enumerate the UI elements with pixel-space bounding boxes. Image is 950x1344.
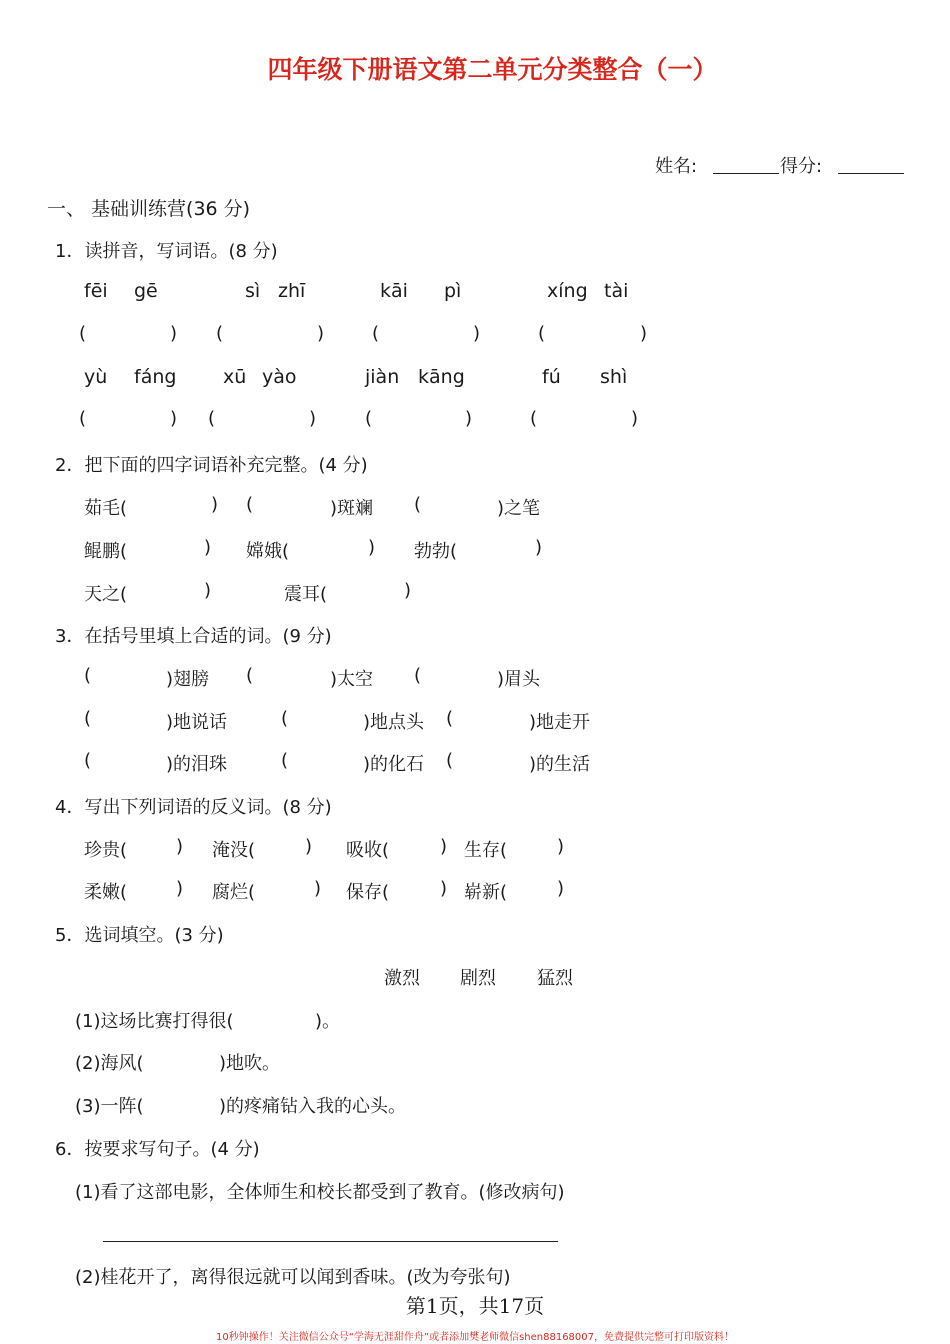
fill-blank-word: )之笔 [497, 498, 541, 519]
word-option: 猛烈 [537, 968, 573, 989]
answer-paren-open[interactable]: ( [79, 323, 87, 344]
antonym-item: ) [557, 878, 565, 899]
question-1-title: 1．读拼音，写词语。(8 分) [55, 241, 278, 262]
fill-blank-word[interactable]: ( [246, 665, 254, 686]
answer-paren-close: ) [170, 408, 178, 429]
name-blank[interactable] [713, 173, 779, 174]
answer-paren-open[interactable]: ( [208, 408, 216, 429]
fill-blank-word[interactable]: 震耳( [284, 584, 328, 605]
pinyin: kāi [380, 280, 408, 302]
pinyin: shì [600, 366, 628, 388]
pinyin: kāng [418, 366, 465, 388]
word-option: 激烈 [384, 968, 420, 989]
fill-blank-word[interactable]: ( [446, 708, 454, 729]
antonym-item: ) [440, 878, 448, 899]
sentence-item[interactable]: (2)海风( [75, 1053, 144, 1074]
fill-blank-word[interactable]: 鲲鹏( [84, 541, 128, 562]
answer-line[interactable] [103, 1241, 558, 1242]
sentence-item: )的疼痛钻入我的心头。 [219, 1096, 407, 1117]
antonym-item[interactable]: 腐烂( [212, 882, 256, 903]
fill-blank-word: )地说话 [166, 712, 228, 733]
fill-blank-word: )地点头 [363, 712, 425, 733]
antonym-item[interactable]: 柔嫩( [84, 882, 128, 903]
answer-paren-close: ) [640, 323, 648, 344]
pinyin: fú [542, 366, 561, 388]
answer-paren-open[interactable]: ( [372, 323, 380, 344]
fill-blank-word: )的泪珠 [166, 754, 228, 775]
pinyin: tài [604, 280, 629, 302]
answer-paren-open[interactable]: ( [216, 323, 224, 344]
pinyin: jiàn [365, 366, 400, 388]
answer-paren-open[interactable]: ( [365, 408, 373, 429]
fill-blank-word: ) [204, 580, 212, 601]
fill-blank-word: ) [368, 537, 376, 558]
answer-paren-open[interactable]: ( [530, 408, 538, 429]
fill-blank-word[interactable]: ( [84, 665, 92, 686]
answer-paren-close: ) [465, 408, 473, 429]
fill-blank-word: ) [211, 494, 219, 515]
sentence-item: )地吹。 [219, 1053, 281, 1074]
fill-blank-word[interactable]: 茹毛( [84, 498, 128, 519]
page-title: 四年级下册语文第二单元分类整合（一） [267, 55, 718, 84]
section-heading: 一、 基础训练营(36 分) [47, 198, 251, 220]
answer-paren-open[interactable]: ( [538, 323, 546, 344]
answer-paren-close: ) [473, 323, 481, 344]
footer-note: 10秒钟操作！关注微信公众号“学海无涯甜作舟”或者添加樊老师微信shen88168007，免费提供完整可打印版资料！ [215, 1332, 735, 1343]
name-label: 姓名: [655, 156, 698, 177]
fill-blank-word[interactable]: ( [414, 665, 422, 686]
fill-blank-word: )眉头 [497, 669, 541, 690]
question-2-title: 2．把下面的四字词语补充完整。(4 分) [55, 455, 368, 476]
antonym-item: ) [176, 836, 184, 857]
fill-blank-word[interactable]: 嫦娥( [246, 541, 290, 562]
rewrite-item: (1)看了这部电影，全体师生和校长都受到了教育。(修改病句) [75, 1182, 565, 1203]
fill-blank-word: )翅膀 [166, 669, 210, 690]
pinyin: yù [84, 366, 108, 388]
fill-blank-word: )地走开 [529, 712, 591, 733]
pinyin: gē [134, 280, 158, 302]
fill-blank-word[interactable]: ( [446, 750, 454, 771]
score-blank[interactable] [838, 173, 904, 174]
question-4-title: 4．写出下列词语的反义词。(8 分) [55, 797, 332, 818]
question-3-title: 3．在括号里填上合适的词。(9 分) [55, 626, 332, 647]
pinyin: fēi [84, 280, 108, 302]
antonym-item[interactable]: 保存( [346, 882, 390, 903]
pinyin: sì [245, 280, 261, 302]
antonym-item[interactable]: 崭新( [464, 882, 508, 903]
pinyin: xíng [547, 280, 588, 302]
fill-blank-word: ) [204, 537, 212, 558]
question-5-title: 5．选词填空。(3 分) [55, 925, 224, 946]
antonym-item[interactable]: 淹没( [212, 840, 256, 861]
antonym-item: ) [176, 878, 184, 899]
answer-paren-close: ) [317, 323, 325, 344]
fill-blank-word[interactable]: ( [246, 494, 254, 515]
question-6-title: 6．按要求写句子。(4 分) [55, 1139, 260, 1160]
sentence-item: )。 [315, 1011, 341, 1032]
fill-blank-word: )的生活 [529, 754, 591, 775]
pinyin: yào [262, 366, 297, 388]
word-option: 剧烈 [460, 968, 496, 989]
fill-blank-word: ) [404, 580, 412, 601]
answer-paren-open[interactable]: ( [79, 408, 87, 429]
fill-blank-word[interactable]: ( [84, 750, 92, 771]
fill-blank-word: ) [535, 537, 543, 558]
fill-blank-word: )的化石 [363, 754, 425, 775]
sentence-item[interactable]: (3)一阵( [75, 1096, 144, 1117]
rewrite-item: (2)桂花开了，离得很远就可以闻到香味。(改为夸张句) [75, 1267, 511, 1288]
page-number: 第1页，共17页 [405, 1294, 545, 1318]
fill-blank-word[interactable]: ( [281, 750, 289, 771]
fill-blank-word[interactable]: ( [281, 708, 289, 729]
antonym-item[interactable]: 生存( [464, 840, 508, 861]
sentence-item[interactable]: (1)这场比赛打得很( [75, 1011, 234, 1032]
antonym-item: ) [305, 836, 313, 857]
fill-blank-word: )太空 [330, 669, 374, 690]
fill-blank-word: )斑斓 [330, 498, 374, 519]
antonym-item: ) [314, 878, 322, 899]
fill-blank-word[interactable]: ( [84, 708, 92, 729]
fill-blank-word[interactable]: 勃勃( [414, 541, 458, 562]
antonym-item: ) [440, 836, 448, 857]
antonym-item: ) [557, 836, 565, 857]
antonym-item[interactable]: 珍贵( [84, 840, 128, 861]
pinyin: pì [444, 280, 462, 302]
pinyin: fáng [134, 366, 177, 388]
answer-paren-close: ) [631, 408, 639, 429]
answer-paren-close: ) [170, 323, 178, 344]
score-label: 得分: [780, 156, 823, 177]
answer-paren-close: ) [309, 408, 317, 429]
pinyin: xū [223, 366, 247, 388]
fill-blank-word[interactable]: 天之( [84, 584, 128, 605]
fill-blank-word[interactable]: ( [414, 494, 422, 515]
pinyin: zhī [278, 280, 306, 302]
antonym-item[interactable]: 吸收( [346, 840, 390, 861]
